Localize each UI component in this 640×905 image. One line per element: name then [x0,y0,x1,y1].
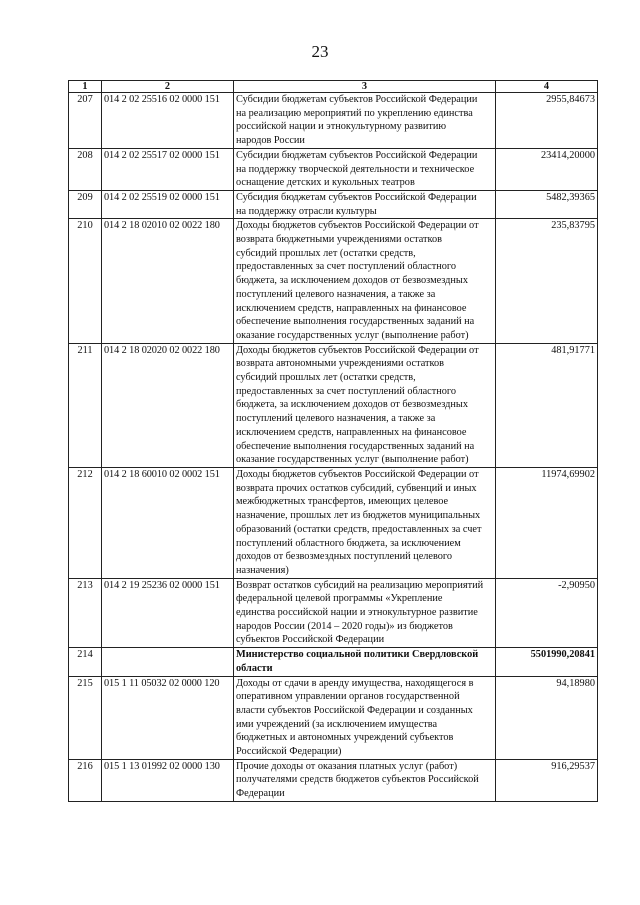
row-number: 214 [69,648,102,676]
row-description: Министерство социальной политики Свердловской области [234,648,496,676]
column-header-2: 2 [102,81,234,93]
row-amount: 5501990,20841 [496,648,598,676]
table-row [69,676,598,759]
row-amount: 235,83795 [496,219,598,343]
row-number: 212 [69,467,102,578]
column-header-4: 4 [496,81,598,93]
row-description: Возврат остатков субсидий на реализацию мероприятий федеральной целевой программы «Укрепление единства российской нации и этнокультурное развитие народов России (2014 – 2020 годы)» из бюджетов субъектов Российской Федерации [234,578,496,648]
budget-code: 014 2 02 25517 02 0000 151 [102,148,234,190]
row-number: 216 [69,759,102,801]
row-description: Доходы от сдачи в аренду имущества, находящегося в оперативном управлении органов государственной власти субъектов Российской Федерации и созданных ими учреждений (за исключением имущества бюджетных и автономных учреждений субъектов Российской Федерации) [234,676,496,759]
table-row [69,93,598,149]
table-row [69,219,598,343]
budget-code: 014 2 02 25516 02 0000 151 [102,93,234,149]
budget-code: 014 2 19 25236 02 0000 151 [102,578,234,648]
row-amount: 481,91771 [496,343,598,467]
revenue-table [68,80,598,802]
row-number: 210 [69,219,102,343]
row-description: Доходы бюджетов субъектов Российской Федерации от возврата прочих остатков субсидий, субвенций и иных межбюджетных трансфертов, имеющих целевое назначение, прошлых лет из бюджетов муниципальных образований (остатки средств, предоставленных за счет поступлений областного бюджета, за исключением доходов от безвозмездных поступлений целевого назначения) [234,467,496,578]
table-row [69,648,598,676]
row-description: Субсидии бюджетам субъектов Российской Федерации на поддержку творческой деятельности и техническое оснащение детских и кукольных театров [234,148,496,190]
budget-code: 015 1 13 01992 02 0000 130 [102,759,234,801]
budget-code: 014 2 18 02010 02 0022 180 [102,219,234,343]
row-amount: 2955,84673 [496,93,598,149]
table-row [69,190,598,218]
budget-code: 014 2 18 02020 02 0022 180 [102,343,234,467]
row-amount: 94,18980 [496,676,598,759]
table-row [69,343,598,467]
budget-code: 014 2 02 25519 02 0000 151 [102,190,234,218]
row-amount: 916,29537 [496,759,598,801]
table-row [69,578,598,648]
row-description: Субсидии бюджетам субъектов Российской Федерации на реализацию мероприятий по укреплению единства российской нации и этнокультурному развитию народов России [234,93,496,149]
column-header-3: 3 [234,81,496,93]
page-number: 23 [311,42,329,61]
table-header-row [69,81,598,93]
table-body [69,93,598,802]
budget-code: 014 2 18 60010 02 0002 151 [102,467,234,578]
table-row [69,467,598,578]
row-number: 207 [69,93,102,149]
row-number: 215 [69,676,102,759]
row-amount: 23414,20000 [496,148,598,190]
row-number: 213 [69,578,102,648]
row-number: 208 [69,148,102,190]
column-header-1: 1 [69,81,102,93]
budget-code: 015 1 11 05032 02 0000 120 [102,676,234,759]
table-row [69,759,598,801]
row-description: Прочие доходы от оказания платных услуг (работ) получателями средств бюджетов субъектов Российской Федерации [234,759,496,801]
row-amount: -2,90950 [496,578,598,648]
row-number: 209 [69,190,102,218]
row-description: Субсидия бюджетам субъектов Российской Федерации на поддержку отрасли культуры [234,190,496,218]
table-row [69,148,598,190]
row-amount: 5482,39365 [496,190,598,218]
budget-code [102,648,234,676]
row-description: Доходы бюджетов субъектов Российской Федерации от возврата автономными учреждениями остатков субсидий прошлых лет (остатки средств, предоставленных за счет поступлений областного бюджета, за исключением доходов от безвозмездных поступлений целевого назначения, а также за исключением средств, направленных на финансовое обеспечение выполнения государственных заданий на оказание государственных услуг (выполнение работ) [234,343,496,467]
row-description: Доходы бюджетов субъектов Российской Федерации от возврата бюджетными учреждениями остатков субсидий прошлых лет (остатки средств, предоставленных за счет поступлений областного бюджета, за исключением доходов от безвозмездных поступлений целевого назначения, а также за исключением средств, направленных на финансовое обеспечение выполнения государственных заданий на оказание государственных услуг (выполнение работ) [234,219,496,343]
row-amount: 11974,69902 [496,467,598,578]
row-number: 211 [69,343,102,467]
